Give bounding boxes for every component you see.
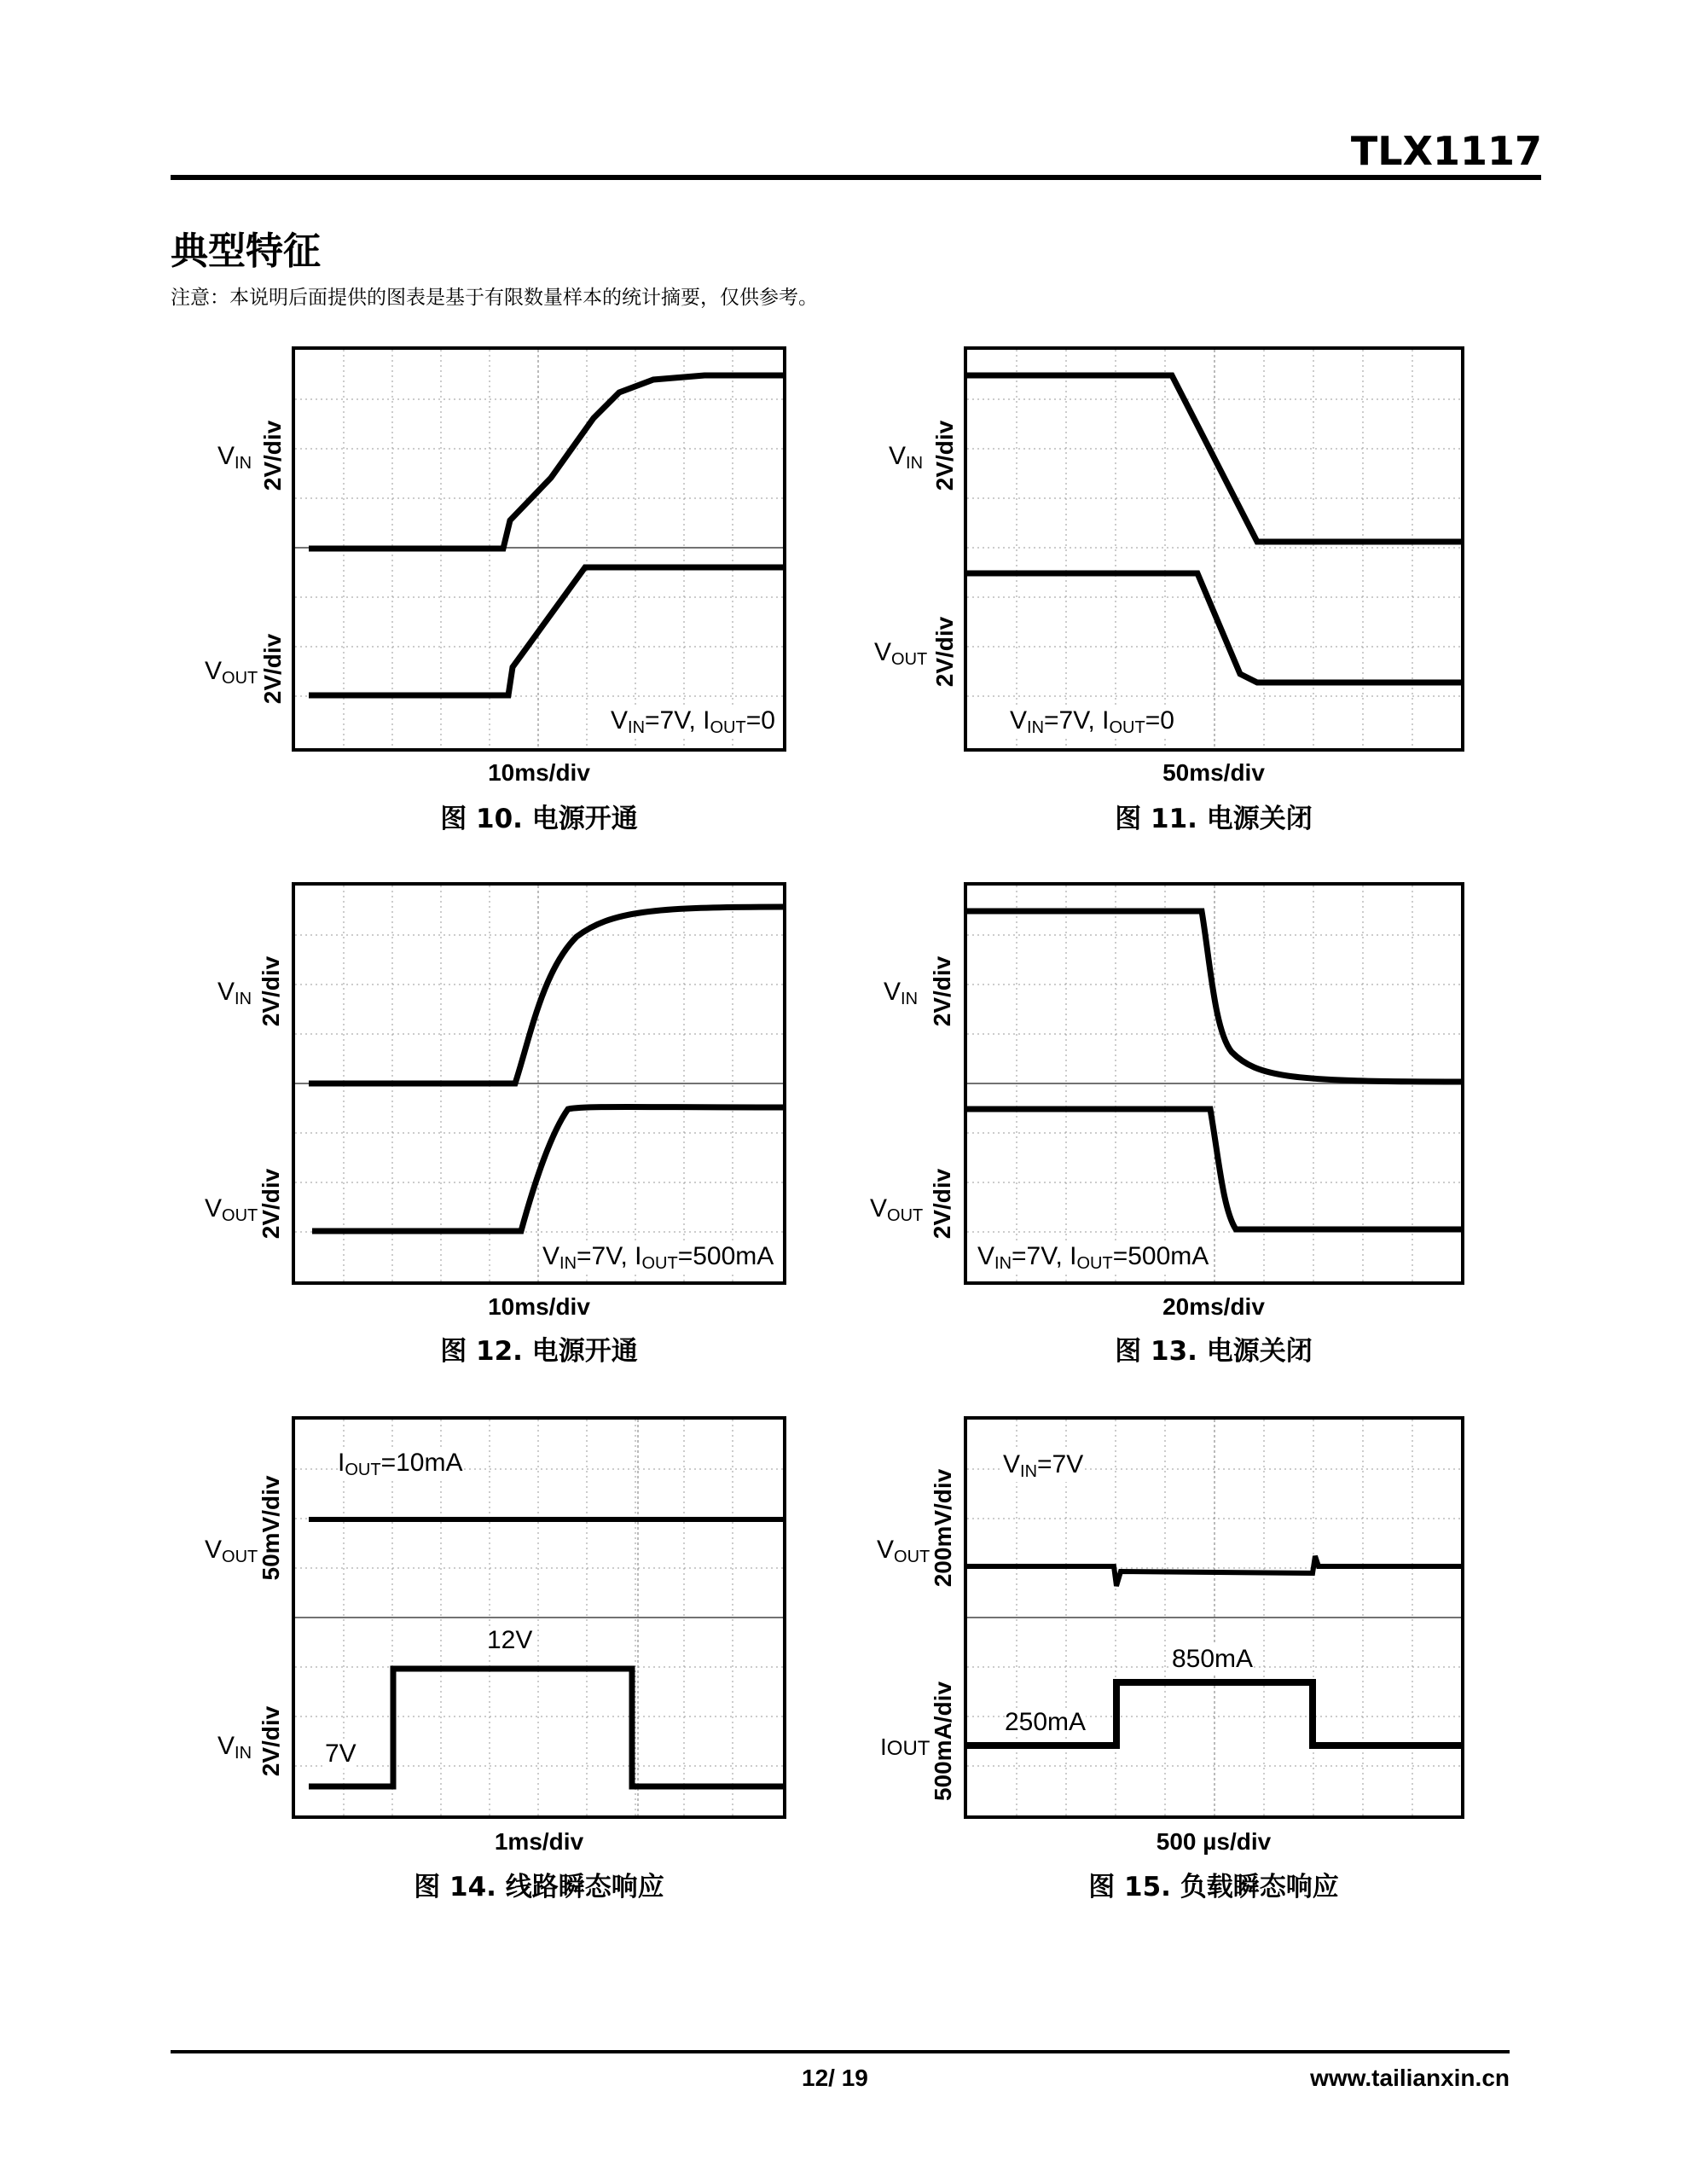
scope-figure-11 [964, 346, 1464, 752]
high-level-label: 12V [487, 1626, 533, 1654]
scope-traces [967, 886, 1461, 1281]
test-conditions: $V_{IN}=7V$, $I_{OUT}=500mA$ [977, 1242, 1209, 1273]
ch2-label: $V_{IN}$ [217, 1732, 252, 1763]
ch1-scale-label: 50mV/div [258, 1475, 284, 1581]
ch1-label: $V_{IN}$ [217, 978, 252, 1008]
time-division: 10ms/div [488, 759, 590, 786]
low-level-label: 250mA [1005, 1708, 1087, 1736]
figure-caption: 图 13. 电源关闭 [1115, 1336, 1313, 1367]
high-level-label: 850mA [1172, 1645, 1254, 1673]
ch1-label: $V_{OUT}$ [205, 1536, 258, 1566]
load-condition: $I_{OUT}=10mA$ [338, 1449, 463, 1479]
part-number: TLX1117 [1350, 128, 1542, 174]
scope-figure-14 [292, 1416, 786, 1819]
page-number: 12/ 19 [802, 2065, 868, 2091]
scope-figure-13 [964, 882, 1464, 1285]
time-division: 500 µs/div [1156, 1828, 1272, 1855]
scope-traces [967, 350, 1461, 748]
figure-caption: 图 12. 电源开通 [440, 1336, 638, 1367]
figure-caption: 图 14. 线路瞬态响应 [414, 1872, 664, 1902]
ch2-scale-label: 500mA/div [930, 1681, 956, 1802]
ch2-scale-label: 2V/div [259, 633, 286, 705]
ch2-scale-label: 2V/div [258, 1168, 284, 1240]
line-condition: $V_{IN}=7V$ [1003, 1450, 1084, 1481]
figure-caption: 图 10. 电源开通 [440, 804, 638, 834]
ch1-label: $V_{OUT}$ [877, 1536, 930, 1566]
time-division: 10ms/div [488, 1293, 590, 1320]
ch1-scale-label: 2V/div [929, 956, 955, 1027]
ch2-label: $V_{OUT}$ [205, 1194, 258, 1225]
ch1-label: $V_{IN}$ [889, 442, 924, 473]
section-title: 典型特征 [171, 229, 321, 273]
figure-caption: 图 15. 负载瞬态响应 [1088, 1872, 1339, 1902]
test-conditions: $V_{IN}=7V$, $I_{OUT}=0$ [1010, 706, 1174, 737]
ch2-label: $V_{OUT}$ [874, 638, 928, 669]
test-conditions: $V_{IN}=7V$, $I_{OUT}=500mA$ [542, 1242, 774, 1273]
time-division: 50ms/div [1162, 759, 1265, 786]
ch2-label: $V_{OUT}$ [870, 1194, 924, 1225]
ch2-label: IOUT [880, 1734, 930, 1760]
ch1-scale-label: 2V/div [259, 420, 286, 491]
ch1-label: $V_{IN}$ [217, 442, 252, 473]
ch2-scale-label: 2V/div [258, 1705, 284, 1777]
ch1-label: $V_{IN}$ [884, 978, 919, 1008]
figure-caption: 图 11. 电源关闭 [1115, 804, 1313, 834]
scope-figure-15 [964, 1416, 1464, 1819]
time-division: 20ms/div [1162, 1293, 1265, 1320]
header-rule [171, 175, 1541, 180]
ch1-scale-label: 2V/div [931, 420, 958, 491]
website-link[interactable]: www.tailianxin.cn [1310, 2065, 1510, 2091]
scope-figure-12 [292, 882, 786, 1285]
scope-traces [295, 886, 783, 1281]
scope-traces [295, 350, 783, 748]
section-note: 注意：本说明后面提供的图表是基于有限数量样本的统计摘要，仅供参考。 [171, 287, 818, 309]
scope-figure-10 [292, 346, 786, 752]
time-division: 1ms/div [494, 1828, 584, 1855]
test-conditions: $V_{IN}=7V$, $I_{OUT}=0$ [611, 706, 775, 737]
ch1-scale-label: 200mV/div [930, 1468, 956, 1588]
ch2-label: $V_{OUT}$ [205, 657, 258, 688]
ch2-scale-label: 2V/div [929, 1168, 955, 1240]
ch2-scale-label: 2V/div [931, 616, 958, 688]
footer-rule [171, 2050, 1510, 2053]
ch1-scale-label: 2V/div [258, 956, 284, 1027]
low-level-label: 7V [325, 1740, 357, 1768]
